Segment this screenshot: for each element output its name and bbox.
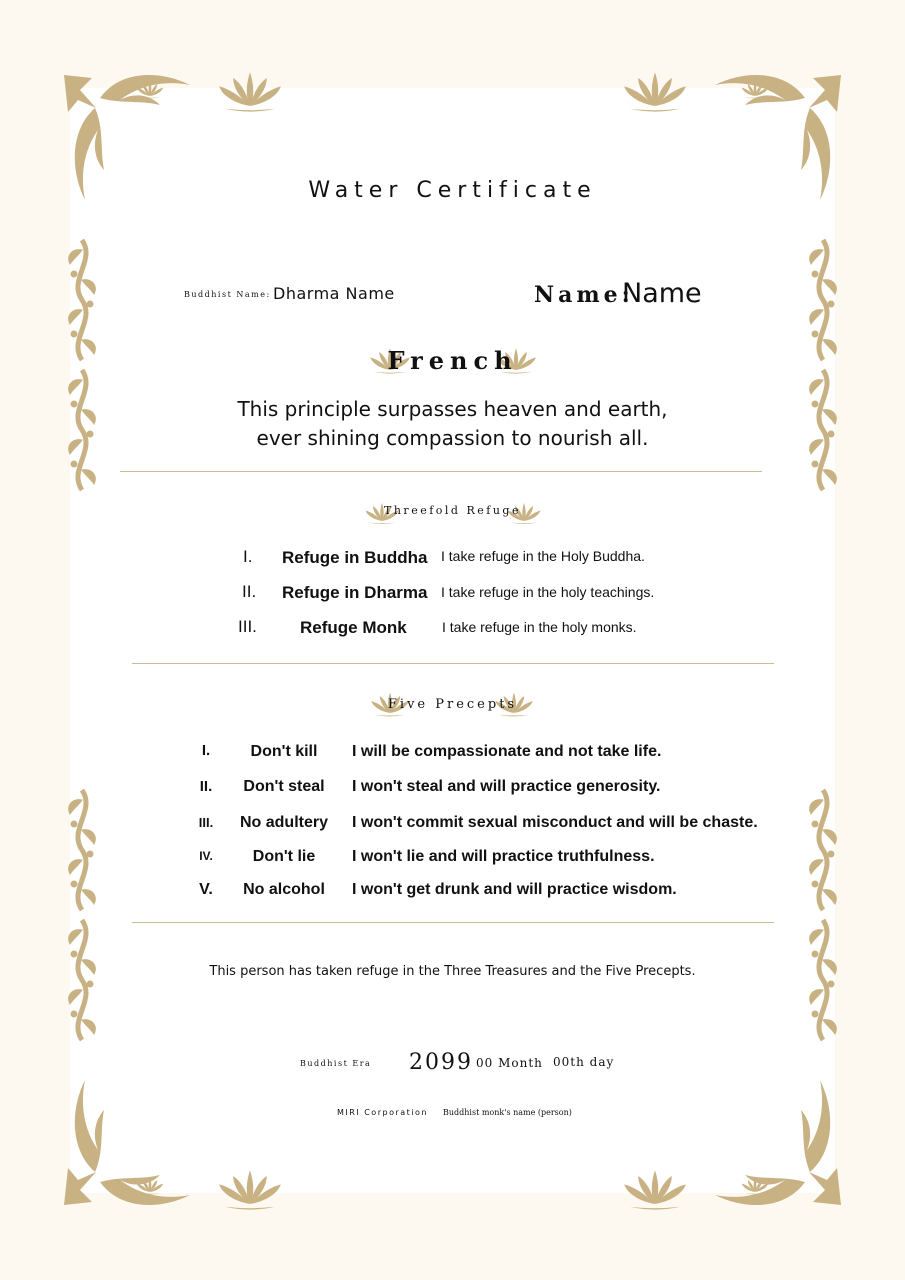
precept-name: No alcohol [243, 881, 325, 898]
precept-desc: I won't lie and will practice truthfulness. [352, 848, 655, 865]
precept-number: IV. [199, 849, 213, 863]
lotus-icon [219, 1170, 281, 1209]
precepts-title: Five Precepts [387, 697, 518, 712]
refuge-number: II. [242, 582, 257, 601]
motto-line-1: This principle surpasses heaven and earth, [237, 397, 668, 421]
divider [132, 663, 774, 664]
era-month: 00 Month [476, 1056, 543, 1070]
issuer-corporation: MIRI Corporation [337, 1108, 428, 1117]
precept-name: Don't steal [243, 778, 325, 795]
refuge-name: Refuge in Buddha [282, 548, 428, 567]
precept-number: V. [199, 881, 213, 898]
name-label: Name: [534, 282, 634, 308]
precept-number: II. [199, 778, 213, 795]
corner-bottom-right-icon [715, 1080, 841, 1205]
refuge-desc: I take refuge in the holy monks. [442, 619, 637, 635]
refuge-number: I. [243, 547, 253, 566]
era-day: 00th day [553, 1055, 615, 1069]
era-year: 2099 [409, 1050, 473, 1075]
precept-desc: I won't get drunk and will practice wisdom. [352, 881, 677, 898]
precept-name: Don't kill [250, 743, 318, 760]
era-label: Buddhist Era [300, 1059, 372, 1068]
buddhist-name-value: Dharma Name [273, 284, 395, 303]
precept-number: I. [201, 742, 211, 759]
refuge-title: Threefold Refuge [384, 504, 521, 517]
precept-desc: I will be compassionate and not take life. [352, 743, 662, 760]
precept-name: No adultery [239, 814, 328, 831]
precept-number: III. [198, 815, 214, 830]
refuge-desc: I take refuge in the holy teachings. [441, 584, 655, 600]
precept-desc: I won't steal and will practice generosity. [352, 778, 661, 795]
refuge-name: Refuge Monk [300, 618, 407, 637]
section-heading: French [387, 346, 518, 375]
refuge-desc: I take refuge in the Holy Buddha. [441, 548, 645, 564]
divider [132, 922, 774, 923]
divider [120, 471, 762, 472]
precept-name: Don't lie [252, 848, 316, 865]
certificate-title: Water Certificate [308, 178, 597, 203]
name-value: Name [622, 278, 702, 309]
buddhist-name-label: Buddhist Name: [184, 290, 271, 299]
precept-desc: I won't commit sexual misconduct and will be chaste. [352, 814, 758, 831]
corner-bottom-left-icon [64, 1080, 190, 1205]
motto-line-2: ever shining compassion to nourish all. [256, 426, 649, 450]
certification-statement: This person has taken refuge in the Three Treasures and the Five Precepts. [209, 964, 696, 979]
motto [0, 395, 905, 453]
monk-name: Buddhist monk's name (person) [443, 1108, 572, 1117]
refuge-name: Refuge in Dharma [282, 583, 428, 602]
refuge-number: III. [238, 617, 257, 636]
